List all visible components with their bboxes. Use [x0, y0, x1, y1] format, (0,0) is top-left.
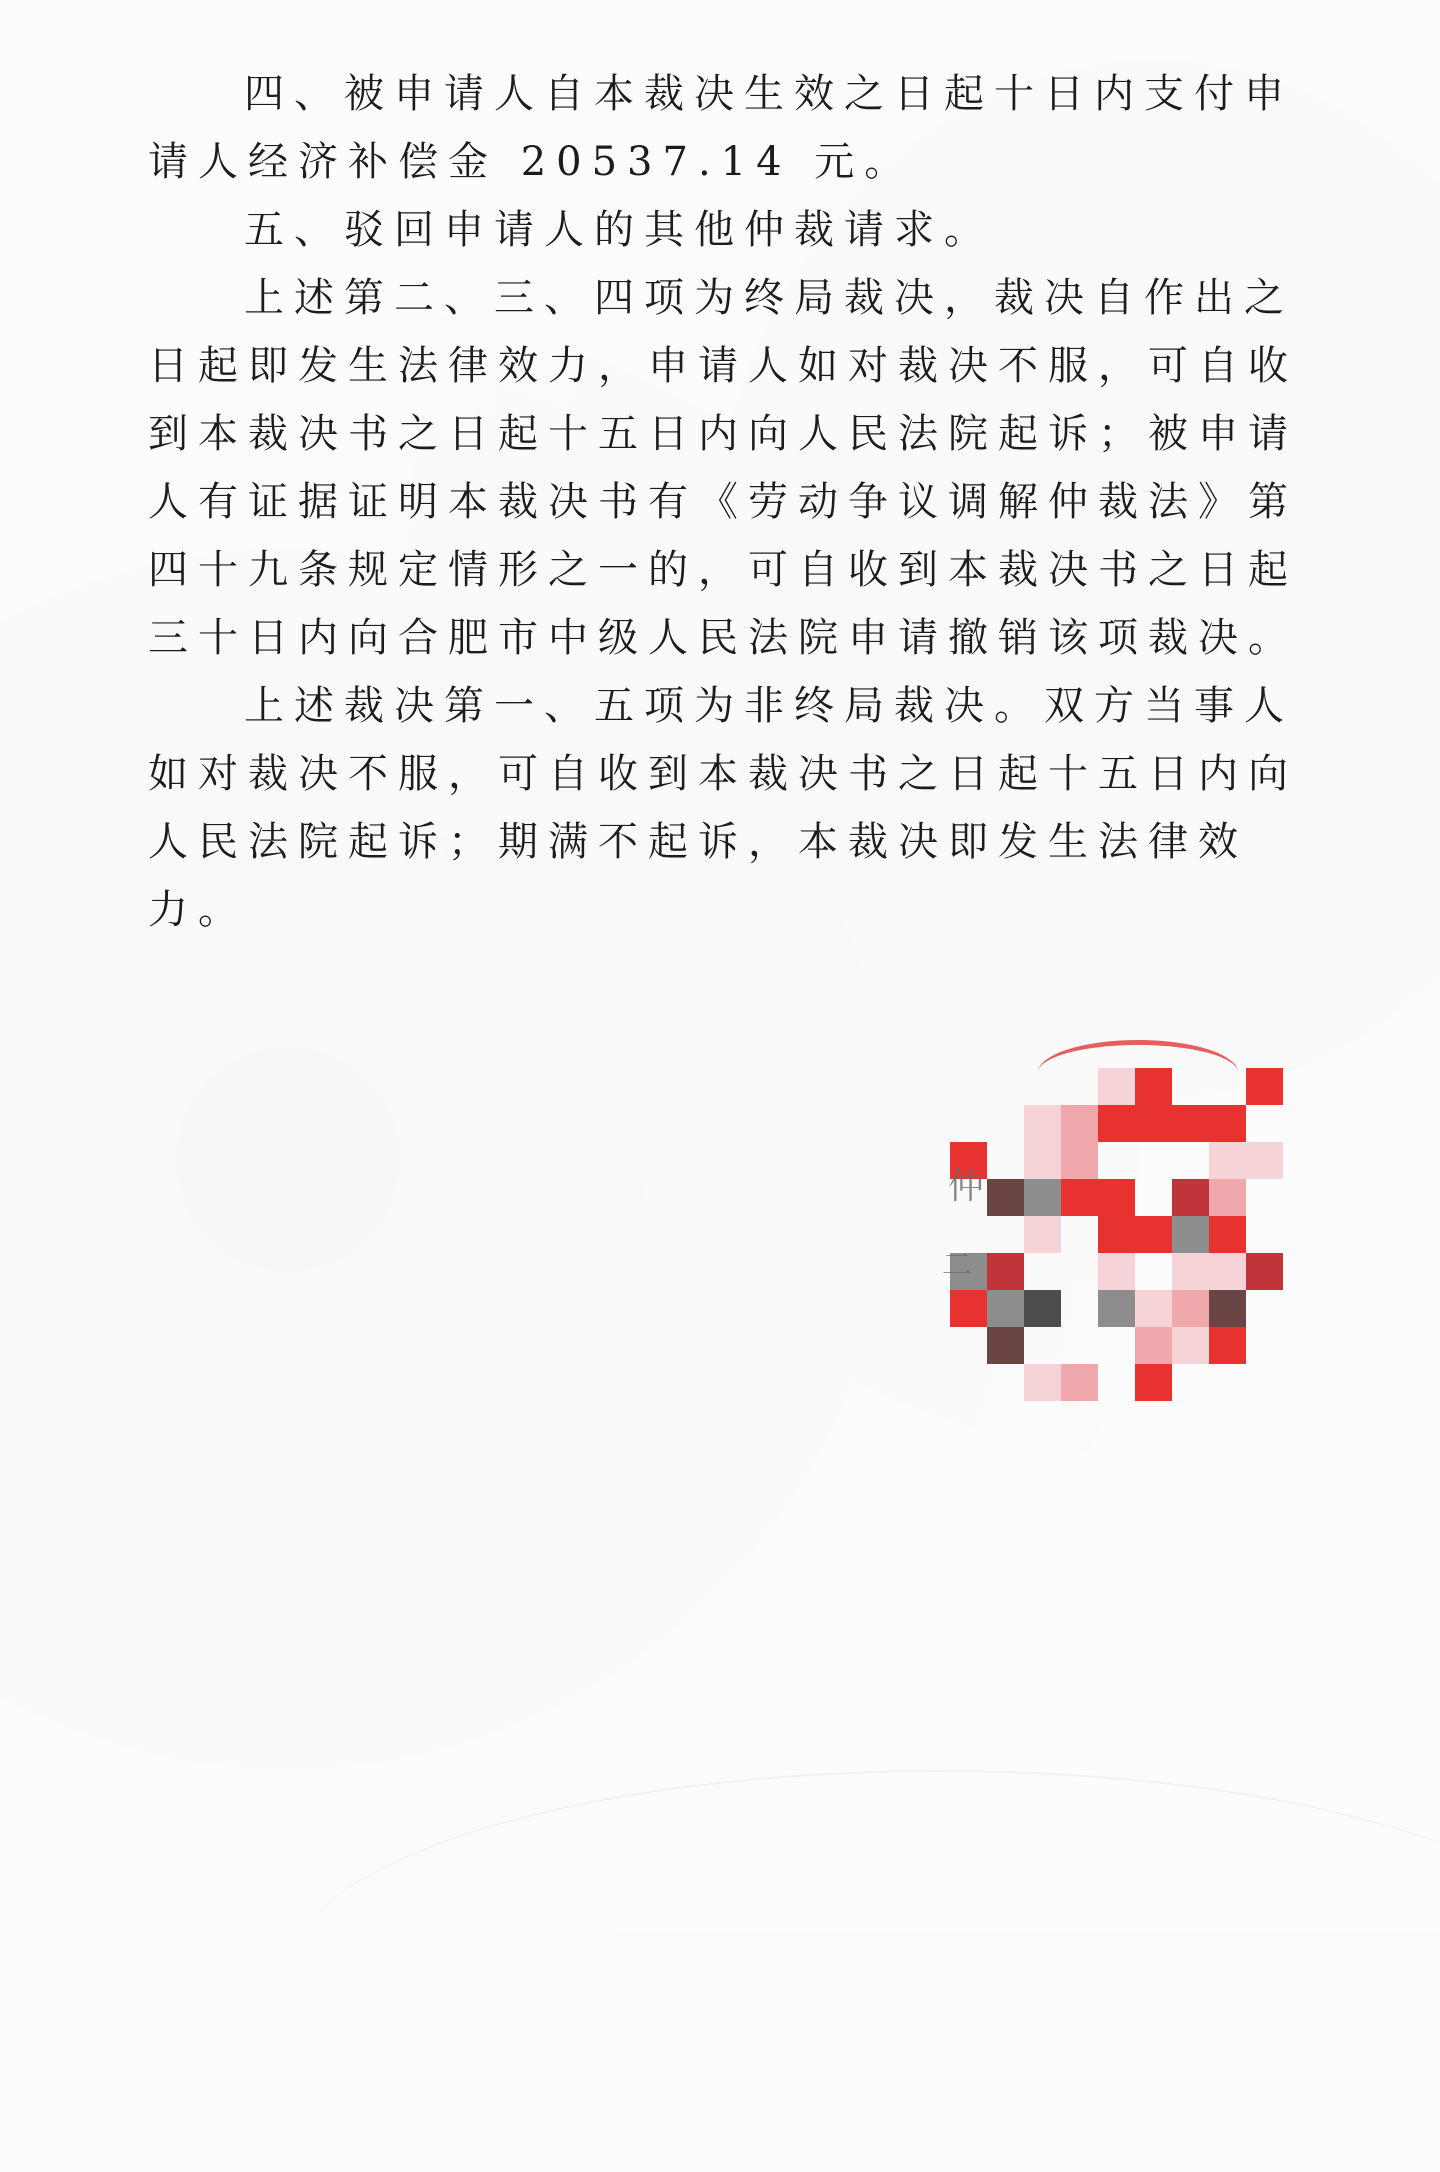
paragraph-item-five: 五、驳回申请人的其他仲裁请求。 — [244, 207, 994, 253]
seal-mosaic-cell — [1024, 1216, 1061, 1253]
seal-mosaic-cell — [1098, 1290, 1135, 1327]
seal-text-fragment: 仲 — [948, 1166, 985, 1207]
seal-mosaic-cell — [987, 1290, 1024, 1327]
seal-mosaic-cell — [1172, 1179, 1209, 1216]
seal-mosaic-cell — [1135, 1216, 1172, 1253]
seal-mosaic-cell — [1209, 1216, 1246, 1253]
seal-mosaic-cell — [1098, 1253, 1135, 1290]
seal-mosaic-cell — [987, 1253, 1024, 1290]
seal-mosaic-cell — [1135, 1105, 1172, 1142]
document-body — [148, 60, 1328, 944]
seal-mosaic-cell — [1209, 1327, 1246, 1364]
seal-mosaic-cell — [1172, 1216, 1209, 1253]
seal-mosaic-cell — [1172, 1253, 1209, 1290]
seal-mosaic-cell — [1135, 1364, 1172, 1401]
seal-mosaic-cell — [1209, 1105, 1246, 1142]
seal-mosaic-cell — [1246, 1068, 1283, 1105]
seal-mosaic-cell — [1135, 1290, 1172, 1327]
seal-mosaic-cell — [1024, 1364, 1061, 1401]
seal-mosaic-cell — [1098, 1216, 1135, 1253]
paragraph-non-final-ruling: 上述裁决第一、五项为非终局裁决。双方当事人如对裁决不服，可自收到本裁决书之日起十五日内向人民法院起诉；期满不起诉，本裁决即发生法律效力。 — [148, 683, 1298, 933]
seal-mosaic-cell — [1024, 1179, 1061, 1216]
seal-mosaic-cell — [1172, 1290, 1209, 1327]
page-curl-shadow — [290, 1770, 1440, 2172]
official-seal-mosaic — [950, 1048, 1302, 1408]
paragraph-final-ruling: 上述第二、三、四项为终局裁决，裁决自作出之日起即发生法律效力，申请人如对裁决不服，可自收到本裁决书之日起十五日内向人民法院起诉；被申请人有证据证明本裁决书有《劳动争议调解仲裁法》第四十九条规定情形之一的，可自收到本裁决书之日起三十日内向合肥市中级人民法院申请撤销该项裁决。 — [148, 275, 1298, 661]
seal-mosaic-cell — [1061, 1364, 1098, 1401]
seal-mosaic-cell — [1172, 1327, 1209, 1364]
seal-mosaic-cell — [987, 1327, 1024, 1364]
seal-mosaic-cell — [1209, 1179, 1246, 1216]
seal-text-fragment: 二 — [942, 1248, 972, 1283]
seal-mosaic-cell — [1209, 1290, 1246, 1327]
seal-mosaic-cell — [1098, 1068, 1135, 1105]
seal-mosaic-cell — [1098, 1179, 1135, 1216]
seal-mosaic-cell — [987, 1179, 1024, 1216]
seal-mosaic-cell — [1172, 1105, 1209, 1142]
paragraph-item-four: 四、被申请人自本裁决生效之日起十日内支付申请人经济补偿金 20537.14 元。 — [148, 71, 1294, 185]
seal-mosaic-cell — [1246, 1142, 1283, 1179]
seal-mosaic-cell — [1024, 1142, 1061, 1179]
seal-mosaic-cell — [1135, 1068, 1172, 1105]
seal-mosaic-cell — [950, 1290, 987, 1327]
seal-mosaic-cell — [1246, 1253, 1283, 1290]
seal-mosaic-cell — [1024, 1105, 1061, 1142]
seal-mosaic-cell — [1209, 1253, 1246, 1290]
seal-mosaic-cell — [1061, 1142, 1098, 1179]
seal-mosaic-cell — [1061, 1179, 1098, 1216]
seal-mosaic-cell — [1098, 1105, 1135, 1142]
seal-mosaic-cell — [1061, 1105, 1098, 1142]
seal-mosaic-cell — [1135, 1327, 1172, 1364]
seal-mosaic-cell — [1024, 1290, 1061, 1327]
seal-mosaic-cell — [1209, 1142, 1246, 1179]
